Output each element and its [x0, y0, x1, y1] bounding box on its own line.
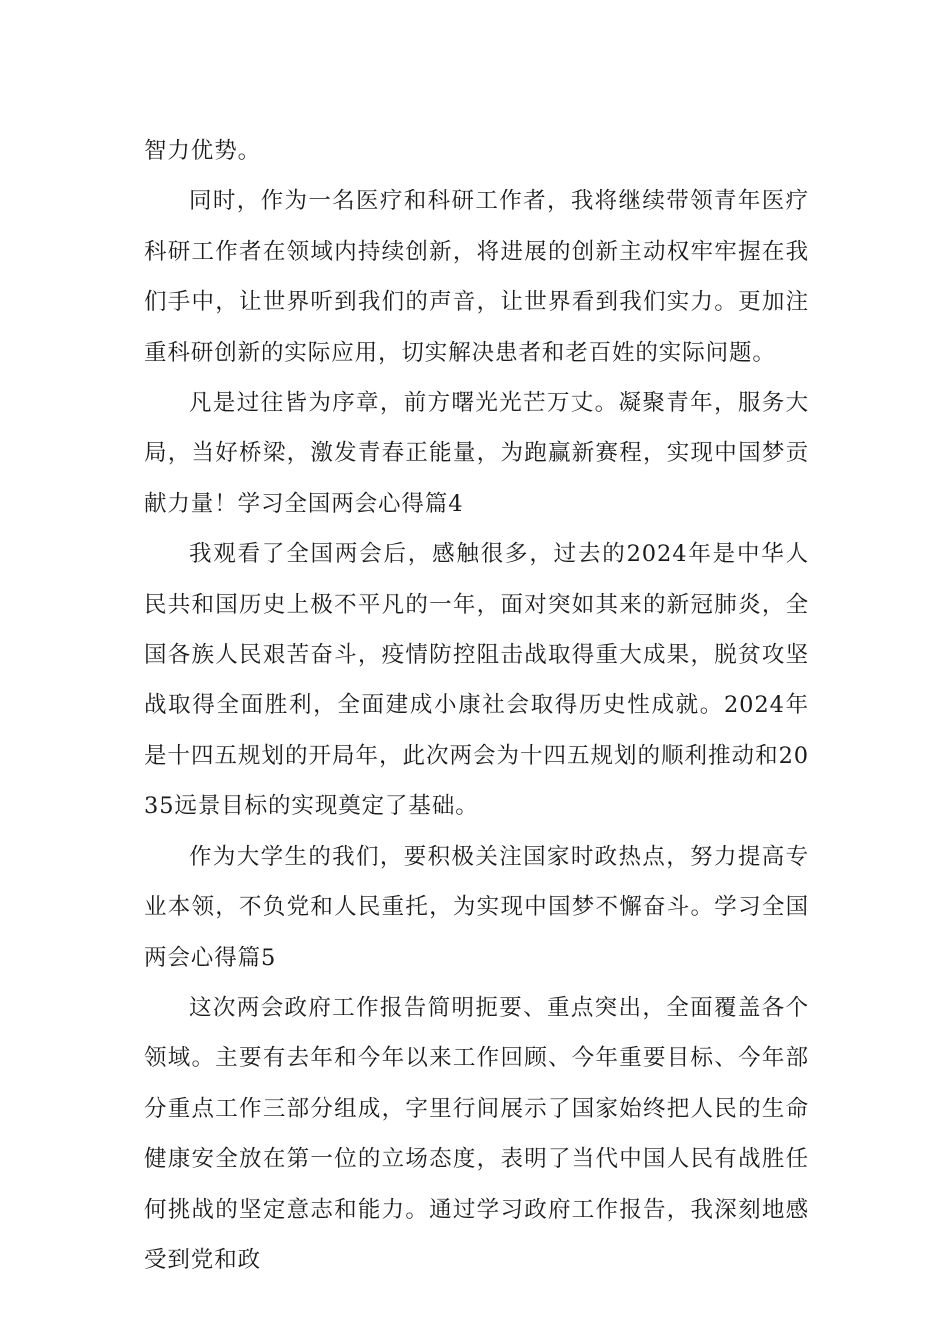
paragraph-6: 这次两会政府工作报告简明扼要、重点突出，全面覆盖各个领域。主要有去年和今年以来工作回顾、今年重要目标、今年部分重点工作三部分组成，字里行间展示了国家始终把人民的生命健康安全放在第一位的立场态度，表明了当代中国人民有战胜任何挑战的坚定意志和能力。通过学习政府工作报告，我深刻地感受到党和政	[144, 994, 809, 1273]
paragraph-4: 我观看了全国两会后，感触很多，过去的2024年是中华人民共和国历史上极不平凡的一年，面对突如其来的新冠肺炎，全国各族人民艰苦奋斗，疫情防控阻击战取得重大成果，脱贫攻坚战取得全面胜利，全面建成小康社会取得历史性成就。2024年是十四五规划的开局年，此次两会为十四五规划的顺利推动和2035远景目标的实现奠定了基础。	[144, 541, 809, 820]
paragraph-1: 智力优势。	[144, 138, 262, 164]
document-body	[144, 126, 809, 1285]
paragraph-5: 作为大学生的我们，要积极关注国家时政热点，努力提高专业本领，不负党和人民重托，为实现中国梦不懈奋斗。学习全国两会心得篇5	[144, 843, 809, 971]
paragraph-3: 凡是过往皆为序章，前方曙光光芒万丈。凝聚青年，服务大局，当好桥梁，激发青春正能量，为跑赢新赛程，实现中国梦贡献力量！学习全国两会心得篇4	[144, 390, 809, 517]
paragraph-2: 同时，作为一名医疗和科研工作者，我将继续带领青年医疗科研工作者在领域内持续创新，将进展的创新主动权牢牢握在我们手中，让世界听到我们的声音，让世界看到我们实力。更加注重科研创新的实际应用，切实解决患者和老百姓的实际问题。	[144, 188, 809, 366]
